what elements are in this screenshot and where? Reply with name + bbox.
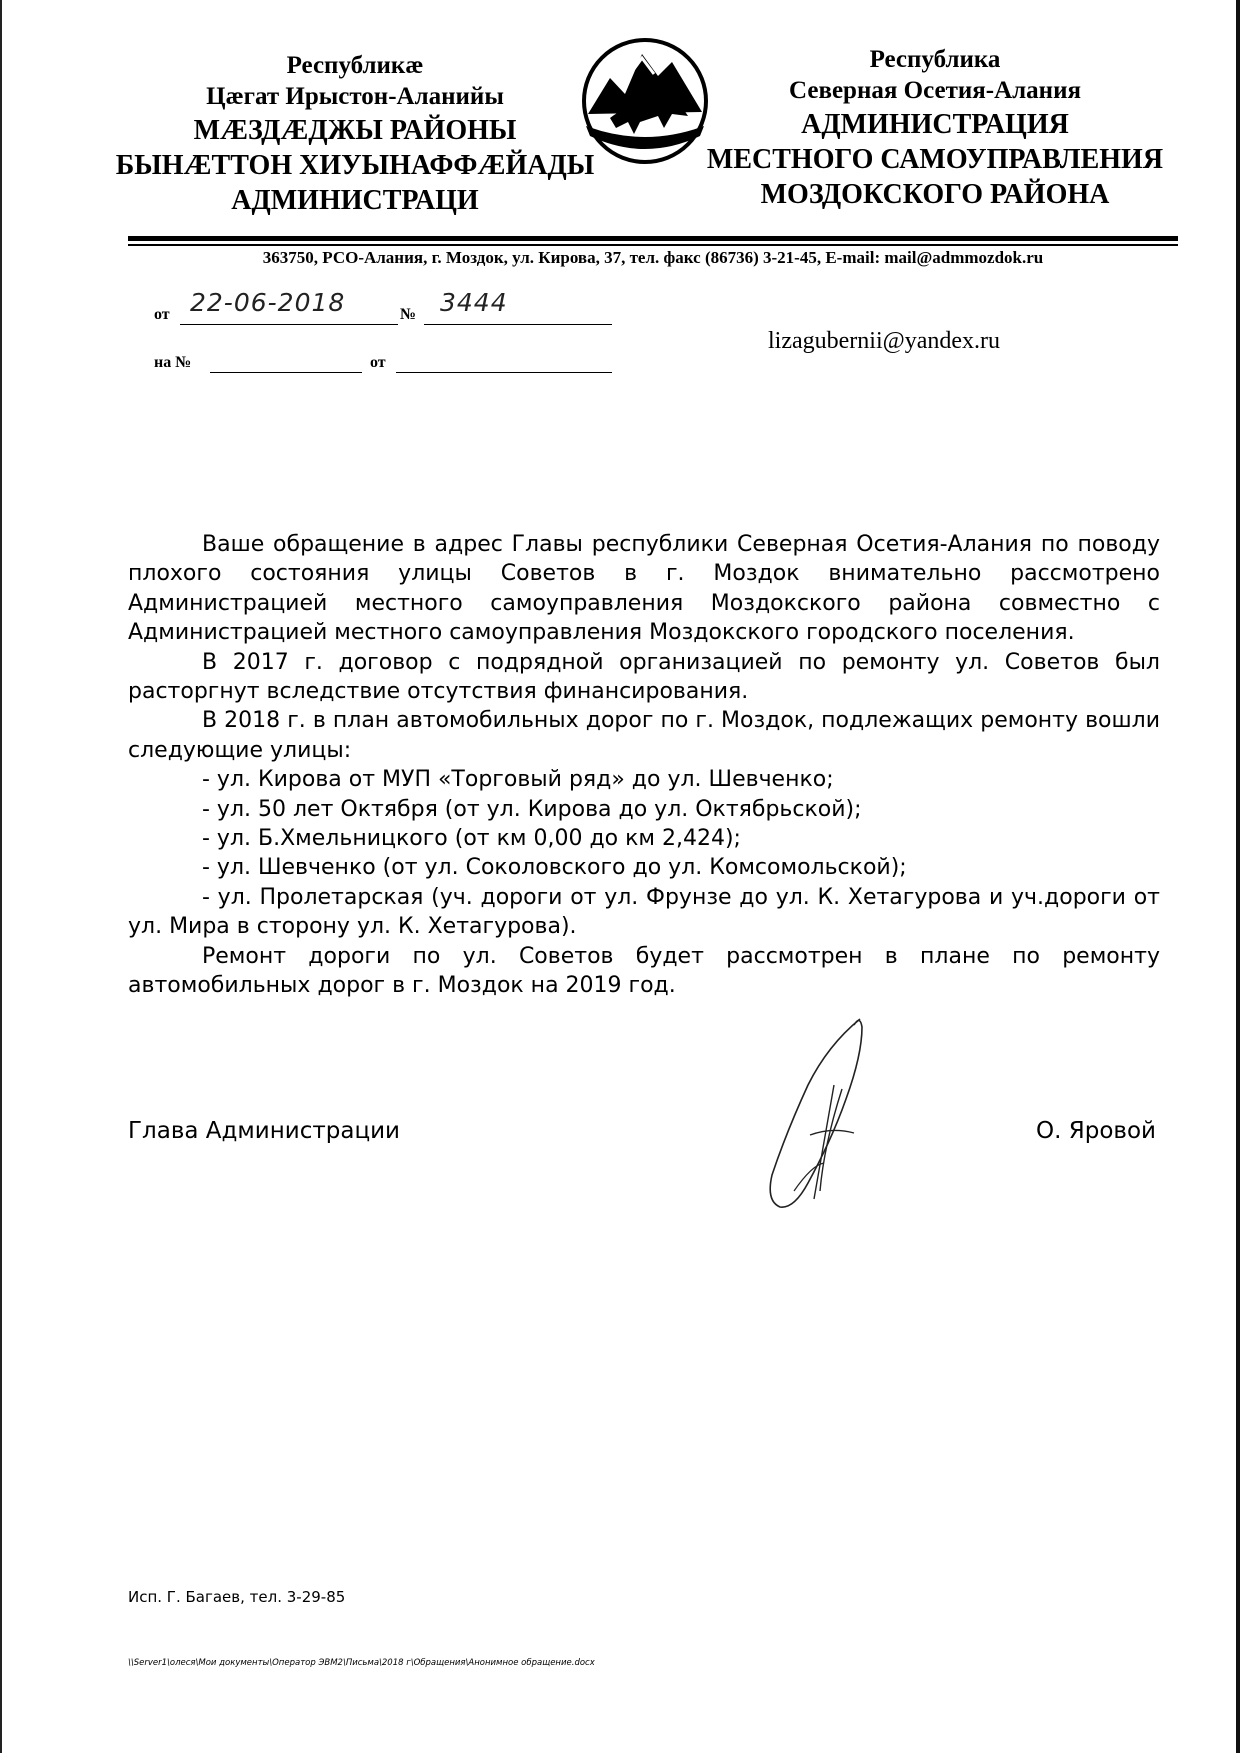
body-paragraph-3: В 2018 г. в план автомобильных дорог по г. Моздок, подлежащих ремонту вошли следующие улицы: [128, 708, 1160, 763]
scan-edge-left [0, 0, 2, 1753]
header-left-line-4: БЫНÆТТОН ХИУЫНАФФÆЙАДЫ [115, 149, 595, 181]
header-divider-thick [128, 236, 1178, 241]
ref-number-handwritten: 3444 [440, 288, 508, 317]
ref-number-label: № [400, 306, 417, 323]
street-list-item-last: - ул. Пролетарская (уч. дороги от ул. Фрунзе до ул. К. Хетагурова и уч.дороги от ул. Мира в сторону ул. К. Хетагурова). [128, 884, 1160, 940]
letter-body [128, 530, 1160, 1001]
header-left-line-3: МÆЗДÆДЖЫ РАЙОНЫ [193, 114, 517, 146]
ref-reply-number-line [210, 348, 362, 373]
header-left-line-1: Республикæ [286, 52, 424, 79]
header-right-line-5: МОЗДОКСКОГО РАЙОНА [760, 178, 1110, 210]
ref-reply-number-label: на № [154, 354, 192, 371]
header-right-line-4: МЕСТНОГО САМОУПРАВЛЕНИЯ [706, 143, 1164, 175]
body-paragraph-1: Ваше обращение в адрес Главы республики Северная Осетия-Алания по поводу плохого состояния улицы Советов в г. Моздок внимательно рассмотрено Администрацией местного самоуправления Моздокского района совместно с Администрацией местного самоуправления Моздокского городского поселения. [128, 532, 1160, 646]
header-left-line-5: АДМИНИСТРАЦИ [231, 184, 479, 216]
scan-edge-right [1236, 0, 1240, 1753]
handwritten-signature [750, 1015, 900, 1215]
recipient-email: lizagubernii@yandex.ru [768, 328, 1001, 354]
ref-date-handwritten: 22-06-2018 [190, 288, 346, 317]
header-right-line-2: Северная Осетия-Алания [788, 77, 1082, 105]
street-list-item: - ул. Шевченко (от ул. Соколовского до ул. Комсомольской); [202, 855, 907, 881]
signatory-title: Глава Администрации [128, 1118, 400, 1144]
organization-address: 363750, РСО-Алания, г. Моздок, ул. Кирова, 37, тел. факс (86736) 3-21-45, E-mail: mail@admmozdok.ru [262, 248, 1044, 267]
street-list-item: - ул. Б.Хмельницкого (от км 0,00 до км 2,424); [202, 826, 741, 852]
header-right-line-1: Республика [869, 46, 1001, 73]
document-file-path: \\Server1\oлеся\Мои документы\Оператор ЭВМ2\Письма\2018 г\Обращения\Анонимное обращение.docx [128, 1658, 595, 1668]
body-paragraph-4: Ремонт дороги по ул. Советов будет рассмотрен в плане по ремонту автомобильных дорог в г. Моздок на 2019 год. [128, 943, 1160, 999]
header-left-line-2: Цæгат Ирыстон-Аланийы [206, 83, 504, 111]
ref-from-label: от [154, 306, 170, 323]
header-ossetian [90, 50, 620, 218]
ref-reply-from-line [396, 348, 612, 373]
body-paragraph-2: В 2017 г. договор с подрядной организацией по ремонту ул. Советов был расторгнут вследствие отсутствия финансирования. [128, 649, 1160, 705]
header-russian [690, 44, 1180, 212]
street-list-item: - ул. 50 лет Октября (от ул. Кирова до ул. Октябрьской); [202, 796, 862, 822]
header-right-line-3: АДМИНИСТРАЦИЯ [801, 108, 1069, 140]
executor-note: Исп. Г. Багаев, тел. 3-29-85 [128, 1588, 346, 1606]
signatory-name: О. Яровой [1036, 1118, 1156, 1144]
ref-reply-from-label: от [370, 354, 386, 371]
street-list-item: - ул. Кирова от МУП «Торговый ряд» до ул. Шевченко; [202, 767, 834, 793]
header-divider-thin [128, 244, 1178, 246]
